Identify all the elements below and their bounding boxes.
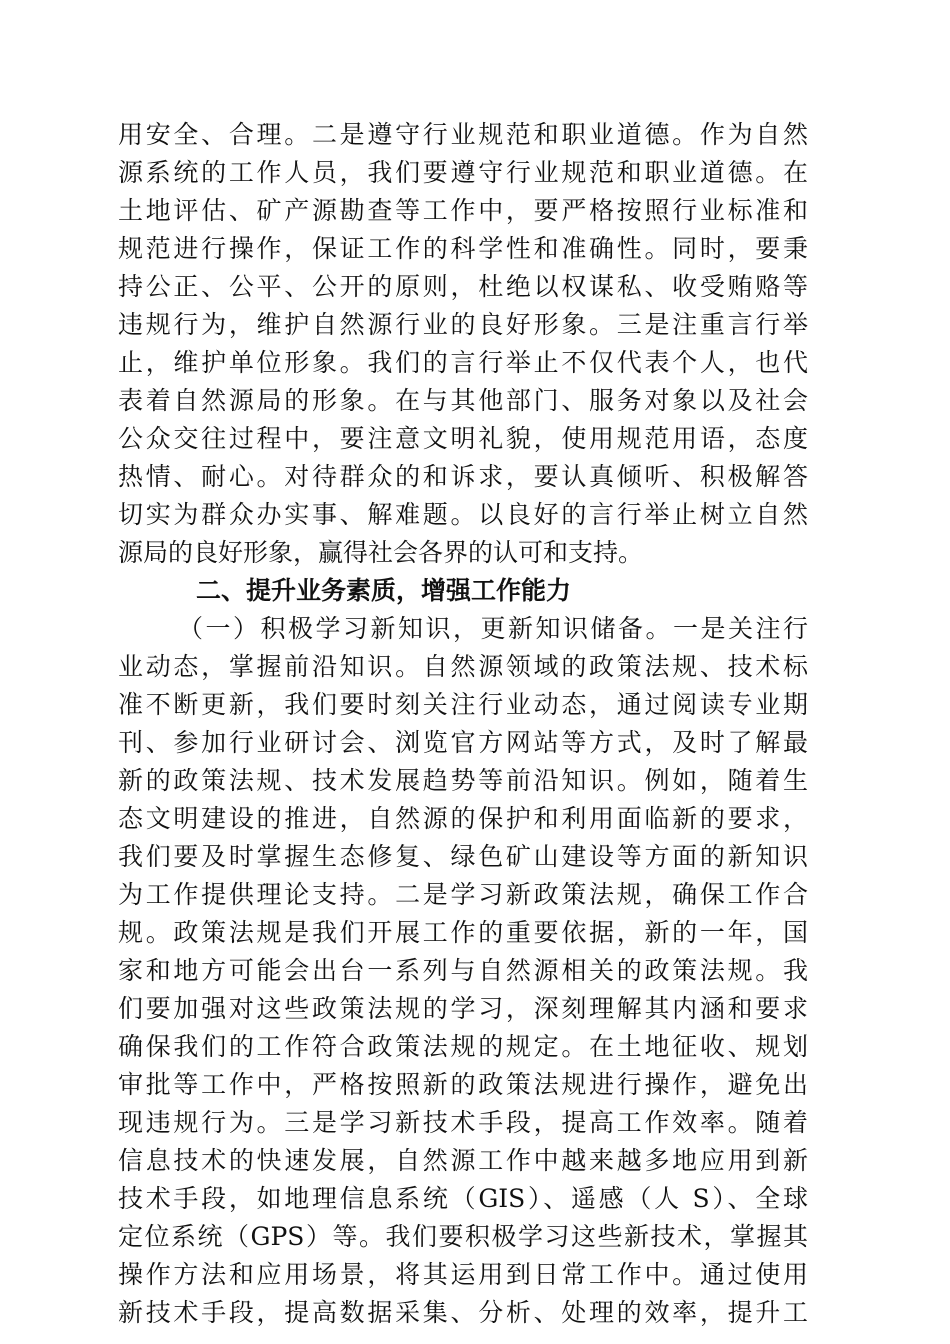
text-line: 持公正、公平、公开的原则，杜绝以权谋私、收受贿赂等 [118, 272, 808, 301]
text-line: 源局的良好形象，赢得社会各界的认可和支持。 [118, 538, 644, 567]
text-line: 热情、耐心。对待群众的和诉求，要认真倾听、积极解答 [118, 462, 808, 491]
text-line: 表着自然源局的形象。在与其他部门、服务对象以及社会 [118, 386, 808, 415]
text-line: 规范进行操作，保证工作的科学性和准确性。同时，要秉 [118, 234, 808, 263]
text-line: （一）积极学习新知识，更新知识储备。一是关注行 [178, 614, 808, 643]
text-line: 违规行为，维护自然源行业的良好形象。三是注重言行举 [118, 310, 808, 339]
text-line: 我们要及时掌握生态修复、绿色矿山建设等方面的新知识 [118, 842, 808, 871]
text-line: 信息技术的快速发展，自然源工作中越来越多地应用到新 [118, 1146, 808, 1175]
text-line: 用安全、合理。二是遵守行业规范和职业道德。作为自然 [118, 120, 808, 149]
text-line: 业动态，掌握前沿知识。自然源领域的政策法规、技术标 [118, 652, 808, 681]
paragraph-1 [118, 116, 808, 572]
text-line: 准不断更新，我们要时刻关注行业动态，通过阅读专业期 [118, 690, 808, 719]
text-line: 家和地方可能会出台一系列与自然源相关的政策法规。我 [118, 956, 808, 985]
text-line: 审批等工作中，严格按照新的政策法规进行操作，避免出 [118, 1070, 808, 1099]
text-line: 现违规行为。三是学习新技术手段，提高工作效率。随着 [118, 1108, 808, 1137]
text-line: 刊、参加行业研讨会、浏览官方网站等方式，及时了解最 [118, 728, 808, 757]
text-line: 态文明建设的推进，自然源的保护和利用面临新的要求， [118, 804, 808, 833]
document-body [118, 116, 808, 1332]
text-line: 确保我们的工作符合政策法规的规定。在土地征收、规划 [118, 1032, 808, 1061]
text-line: 公众交往过程中，要注意文明礼貌，使用规范用语，态度 [118, 424, 808, 453]
text-line: 源系统的工作人员，我们要遵守行业规范和职业道德。在 [118, 158, 808, 187]
text-line: 土地评估、矿产源勘查等工作中，要严格按照行业标准和 [118, 196, 808, 225]
text-line: 止，维护单位形象。我们的言行举止不仅代表个人，也代 [118, 348, 808, 377]
text-line: 技术手段，如地理信息系统（GIS）、遥感（人 S）、全球 [118, 1184, 808, 1213]
text-line: 操作方法和应用场景，将其运用到日常工作中。通过使用 [118, 1260, 808, 1289]
text-line: 规。政策法规是我们开展工作的重要依据，新的一年，国 [118, 918, 808, 947]
text-line: 新技术手段，提高数据采集、分析、处理的效率，提升工 [118, 1298, 808, 1327]
text-line: 新的政策法规、技术发展趋势等前沿知识。例如，随着生 [118, 766, 808, 795]
section-heading: 二、提升业务素质，增强工作能力 [196, 576, 572, 605]
text-line: 们要加强对这些政策法规的学习，深刻理解其内涵和要求 [118, 994, 808, 1023]
text-line: 定位系统（GPS）等。我们要积极学习这些新技术，掌握其 [118, 1222, 808, 1251]
paragraph-2 [118, 610, 808, 1332]
text-line: 切实为群众办实事、解难题。以良好的言行举止树立自然 [118, 500, 808, 529]
text-line: 为工作提供理论支持。二是学习新政策法规，确保工作合 [118, 880, 808, 909]
